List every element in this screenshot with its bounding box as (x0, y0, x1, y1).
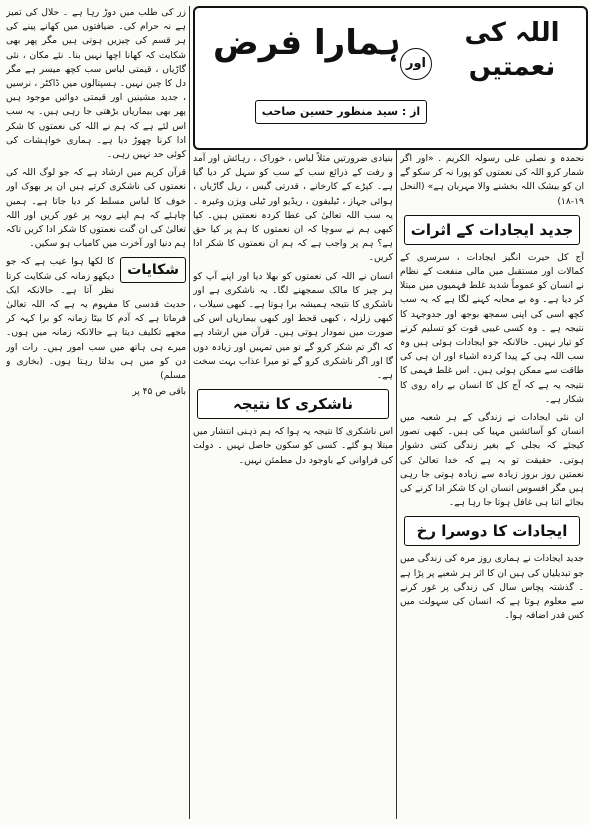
left-column (6, 6, 186, 819)
author-byline: از : سید منظور حسین صاحب (255, 100, 427, 124)
title-aur-circle: اور (400, 48, 432, 80)
heading-nashukri-ka-nateeja: ناشکری کا نتیجہ (197, 389, 389, 419)
continued-note: باقی ص ۴۵ پر (132, 387, 186, 398)
right-column (400, 152, 584, 819)
title-hamara-farz: ہمارا فرض (213, 23, 401, 63)
middle-column (193, 152, 393, 819)
article-title-block (193, 6, 588, 150)
middle-paragraph-3: اس ناشکری کا نتیجہ یہ ہوا کہ ہم ذہنی انتشار میں مبتلا ہو گئے۔ کسی کو سکون حاصل نہیں ۔ دولت کی فراوانی کے باوجود دل مطمئن نہیں۔ (193, 426, 393, 466)
right-paragraph-3: جدید ایجادات نے ہماری روز مرہ کی زندگی میں جو تبدیلیاں کی ہیں ان کا اثر ہر شعبے پر پڑا ہے ۔ گذشتہ پچاس سال کی زندگی پر غور کرنے سے معلوم ہوتا ہے کہ انسان کی سہولت میں کس قدر اضافہ ہوا۔ (400, 553, 584, 622)
left-paragraph-2: قرآن کریم میں ارشاد ہے کہ جو لوگ اللہ کی نعمتوں کی ناشکری کرتے ہیں ان پر بھوک اور خوف کا لباس مسلط کر دیا جاتا ہے۔ ہمیں چاہئے کہ ہم اپنے رویہ پر غور کریں اور اللہ تعالیٰ کی ان گنت نعمتوں کا شکر ادا کریں تاکہ ہم دنیا اور آخرت میں کامیاب ہو سکیں۔ (6, 167, 186, 250)
column-divider-right (396, 150, 397, 819)
heading-shikayat: شکایات (120, 257, 186, 283)
middle-paragraph-2: انسان نے اللہ کی نعمتوں کو بھلا دیا اور اپنے آپ کو ہر چیز کا مالک سمجھنے لگا۔ یہ ناشکری ہے اور ناشکری کا نتیجہ ہمیشہ برا ہوتا ہے۔ کبھی سیلاب ، کبھی زلزلہ ، کبھی قحط اور کبھی بیماریاں اس کی صورت میں نمودار ہوتی ہیں۔ قرآن میں ارشاد ہے کہ اگر تم شکر کرو گے تو میں تمہیں اور زیادہ دوں گا اور اگر ناشکری کرو گے تو میرا عذاب بہت سخت ہے۔ (193, 270, 393, 382)
column-divider-left (189, 6, 190, 819)
intro-verse: نحمدہ و نصلی علی رسولہ الکریم . «اور اگر شمار کرو اللہ کی نعمتوں کو پورا نہ کر سکو گے ان کو بیشک اللہ بخشنے والا مہربان ہے» (النحل ۱۹-۱۸) (400, 153, 584, 207)
heading-jadeed-ijadat: جدید ایجادات کے اثرات (404, 215, 580, 245)
middle-paragraph-1: بنیادی ضرورتیں مثلاً لباس ، خوراک ، رہائش اور آمد و رفت کے ذرائع سب کے سب کو سہل کر دیا گیا ہے۔ کپڑے کے کارخانے ، قدرتی گیس ، ریل گاڑیاں ، ہوائی جہاز ، ٹیلیفون ، ریڈیو اور ٹیلی ویژن وغیرہ ۔ یہ سب اللہ تعالیٰ کی عطا کردہ نعمتیں ہیں۔ کیا کبھی ہم نے سوچا کہ ان نعمتوں کا ہم پر کیا حق ہے؟ ہم پر واجب ہے کہ ہم ان نعمتوں کا شکر ادا کریں۔ (193, 153, 393, 264)
title-allah-ki-naimatein: اللہ کی نعمتیں (464, 18, 560, 82)
right-paragraph-1: آج کل حیرت انگیز ایجادات ، سرسری کے کمالات اور مستقبل میں مالی منفعت کے نظام نے انسان کو عموماً شدید غلط فہمیوں میں مبتلا کر دیا ہے۔ وہ بے محابہ کہنے لگا ہے کہ یہ سب کچھ اسی کی اپنی سمجھ بوجھ اور جدوجہد کا نتیجہ ہے ۔ وہ کسی غیبی قوت کو تسلیم کرنے کو تیار نہیں۔ حالانکہ جو ایجادات ہوئی ہیں وہ سب اللہ ہی کے پیدا کردہ اشیاء اور ان ہی کی طاقت سے ممکن ہوئی ہیں۔ اس غلط فہمی کا نتیجہ یہ ہے کہ آج کل کا انسان بے راہ روی کا شکار ہے۔ (400, 251, 584, 405)
left-paragraph-1: زر کی طلب میں دوڑ رہا ہے ۔ حلال کی تمیز ہے نہ حرام کی۔ ضیافتوں میں کھانے پینے کی ہر قسم کی چیزیں ہوتی ہیں مگر پھر بھی شکایت کہ کھانا اچھا نہیں بنا۔ نئے مکان ، نئی گاڑیاں ، قیمتی لباس سب کچھ میسر ہے مگر دل کا چین نہیں۔ ہسپتالوں میں ڈاکٹر ، نرسیں ، جدید مشینیں اور قیمتی دوائیں موجود ہیں پھر بھی بیماریاں بڑھتی جا رہی ہیں۔ یہ سب اس لئے ہے کہ ہم نے اللہ کی نعمتوں کا شکر ادا کرنا چھوڑ دیا ہے۔ ہماری خواہشات کی کوئی حد نہیں رہی۔ (6, 7, 186, 161)
left-paragraph-3: کا لکھا ہوا عیب ہے کہ جو دیکھو زمانہ کی شکایت کرتا نظر آتا ہے۔ حالانکہ ایک حدیث قدسی کا مفہوم یہ ہے کہ اللہ تعالیٰ فرماتا ہے کہ آدم کا بیٹا زمانہ کو برا کہہ کر مجھے تکلیف دیتا ہے حالانکہ زمانہ میں ہوں۔ میرے ہی ہاتھ میں سب امور ہیں۔ رات اور دن کو میں ہی بدلتا رہتا ہوں۔ (بخاری و مسلم) (6, 256, 186, 382)
right-paragraph-2: ان نئی ایجادات نے زندگی کے ہر شعبہ میں انسان کو آسائشیں مہیا کی ہیں۔ کبھی تصور کیجئے کہ بجلی کے بغیر زندگی کتنی دشوار ہوتی۔ حقیقت تو یہ ہے کہ خدا تعالیٰ کی نعمتیں روز بروز زیادہ سے زیادہ ہوتی جا رہی ہیں مگر افسوس انسان ان کا شکر ادا کرنے کی بجائے اتنا ہی غافل ہوتا جا رہا ہے۔ (400, 412, 584, 509)
heading-ijadat-doosra-rukh: ایجادات کا دوسرا رخ (404, 516, 580, 546)
